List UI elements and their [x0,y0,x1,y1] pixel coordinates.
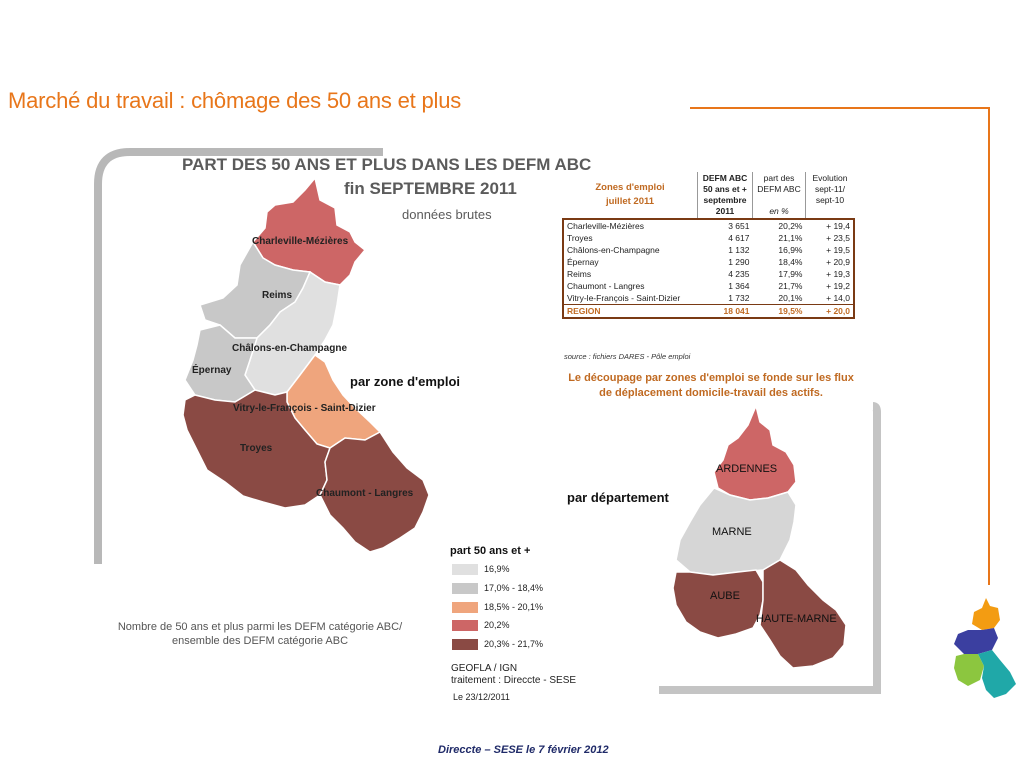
label-marne: MARNE [712,526,752,538]
label-ardennes: ARDENNES [716,463,778,475]
cell-part: 18,4% [778,257,803,267]
cell-evol: + 19,3 [826,269,850,279]
cell-part: 21,7% [778,281,803,291]
cell-evol: + 19,2 [826,281,850,291]
decoupage-note: Le découpage par zones d'emploi se fonde sur les flux de déplacement domicile-travail des actifs. [568,372,854,399]
ratio-note [70,620,450,648]
header-defm-line: DEFM ABC [702,173,748,183]
data-table-container [562,172,855,319]
label-chaumont: Chaumont - Langres [316,488,414,499]
cell-defm: 1 364 [728,281,750,291]
credits-source: GEOFLA / IGN [451,663,518,674]
cell-evol: + 20,0 [826,306,850,316]
cell-evol: + 23,5 [826,233,850,243]
header-zones-line2: juillet 2011 [605,196,655,207]
dept-map-caption: par département [567,490,669,505]
header-evol [806,172,855,219]
header-part-spacer [756,195,802,206]
legend-swatch [452,564,478,575]
table-row [563,292,854,305]
cell-part: 21,1% [778,233,803,243]
table-row [563,280,854,292]
zone-map-caption: par zone d'emploi [350,374,460,389]
cell-part: 16,9% [778,245,803,255]
label-chalons: Châlons-en-Champagne [232,343,348,354]
legend-item [452,564,510,577]
label-haute-marne: HAUTE-MARNE [756,613,837,625]
cell-zone: REGION [567,306,601,316]
slide-footer: Direccte – SESE le 7 février 2012 [438,744,609,756]
header-part [753,172,806,219]
table-body [563,219,854,318]
cell-evol: + 19,4 [826,221,850,231]
cell-zone: Châlons-en-Champagne [567,245,660,255]
header-defm [698,172,753,219]
cell-defm: 1 732 [728,293,750,303]
legend-swatch [452,583,478,594]
cell-evol: + 19,5 [826,245,850,255]
credits-treatment: traitement : Direccte - SESE [451,675,577,686]
header-part-line: part des [763,173,795,183]
legend-label: 20,2% [484,620,510,630]
table-header-row [563,172,854,219]
cell-part: 20,2% [778,221,803,231]
cell-part: 17,9% [778,269,803,279]
map-title: PART DES 50 ANS ET PLUS DANS LES DEFM ABC [182,155,592,174]
header-defm-line: 2011 [715,206,735,216]
slide-title: Marché du travail : chômage des 50 ans et plus [8,88,462,113]
table-row-region [563,305,854,319]
cell-defm: 18 041 [723,306,750,316]
legend-item [452,620,510,633]
cell-evol: + 20,9 [826,257,850,267]
ratio-note-line2: ensemble des DEFM catégorie ABC [171,635,349,647]
legend-item [452,602,543,615]
header-evol-line: Evolution [812,173,848,183]
credits [451,663,576,687]
header-evol-line: sept-11/ [814,184,846,194]
legend-label: 18,5% - 20,1% [484,602,544,612]
legend-item [452,583,543,596]
cell-defm: 3 651 [728,221,750,231]
cell-zone: Reims [567,269,592,279]
dept-aube [673,570,763,638]
header-defm-line: 50 ans et + [703,184,747,194]
legend-label: 17,0% - 18,4% [484,583,544,593]
legend-item [452,639,543,652]
data-table [562,172,855,319]
label-charleville: Charleville-Mézières [252,236,349,247]
cell-part: 19,5% [778,306,803,316]
header-defm-line: septembre [703,195,747,205]
cell-zone: Troyes [567,233,593,243]
header-evol-line: sept-10 [815,195,845,205]
cell-zone: Vitry-le-François - Saint-Dizier [567,293,681,303]
table-row [563,232,854,244]
header-part-line: DEFM ABC [757,184,801,194]
legend-title: part 50 ans et + [450,545,531,557]
table-row [563,268,854,280]
region-logo [948,594,1020,706]
label-troyes: Troyes [240,443,273,454]
cell-defm: 1 132 [728,245,750,255]
label-vitry: Vitry-le-François - Saint-Dizier [233,403,376,414]
label-reims: Reims [262,290,293,301]
cell-evol: + 14,0 [826,293,850,303]
cell-defm: 4 617 [728,233,750,243]
ratio-note-line1: Nombre de 50 ans et plus parmi les DEFM catégorie ABC/ [117,621,403,633]
legend-label: 16,9% [484,564,510,574]
table-source-note: source : fichiers DARES - Pôle emploi [564,352,691,361]
cell-defm: 1 290 [728,257,750,267]
cell-defm: 4 235 [728,269,750,279]
table-row [563,244,854,256]
dept-map [668,400,868,675]
table-row [563,219,854,232]
cell-part: 20,1% [778,293,803,303]
map-raw-data-label: données brutes [402,207,492,222]
legend-swatch [452,639,478,650]
header-zones [563,172,698,219]
header-part-line: en % [769,206,789,216]
cell-zone: Charleville-Mézières [567,221,644,231]
legend-label: 20,3% - 21,7% [484,639,544,649]
dept-ardennes [714,406,796,500]
cell-zone: Chaumont - Langres [567,281,645,291]
legend-swatch [452,620,478,631]
label-epernay: Épernay [192,365,232,376]
map-subtitle: fin SEPTEMBRE 2011 [344,179,517,198]
cell-zone: Épernay [567,257,599,267]
table-row [563,256,854,268]
label-aube: AUBE [710,590,740,602]
credits-date: Le 23/12/2011 [453,692,510,702]
legend-swatch [452,602,478,613]
header-zones-line1: Zones d'emploi [595,182,665,193]
